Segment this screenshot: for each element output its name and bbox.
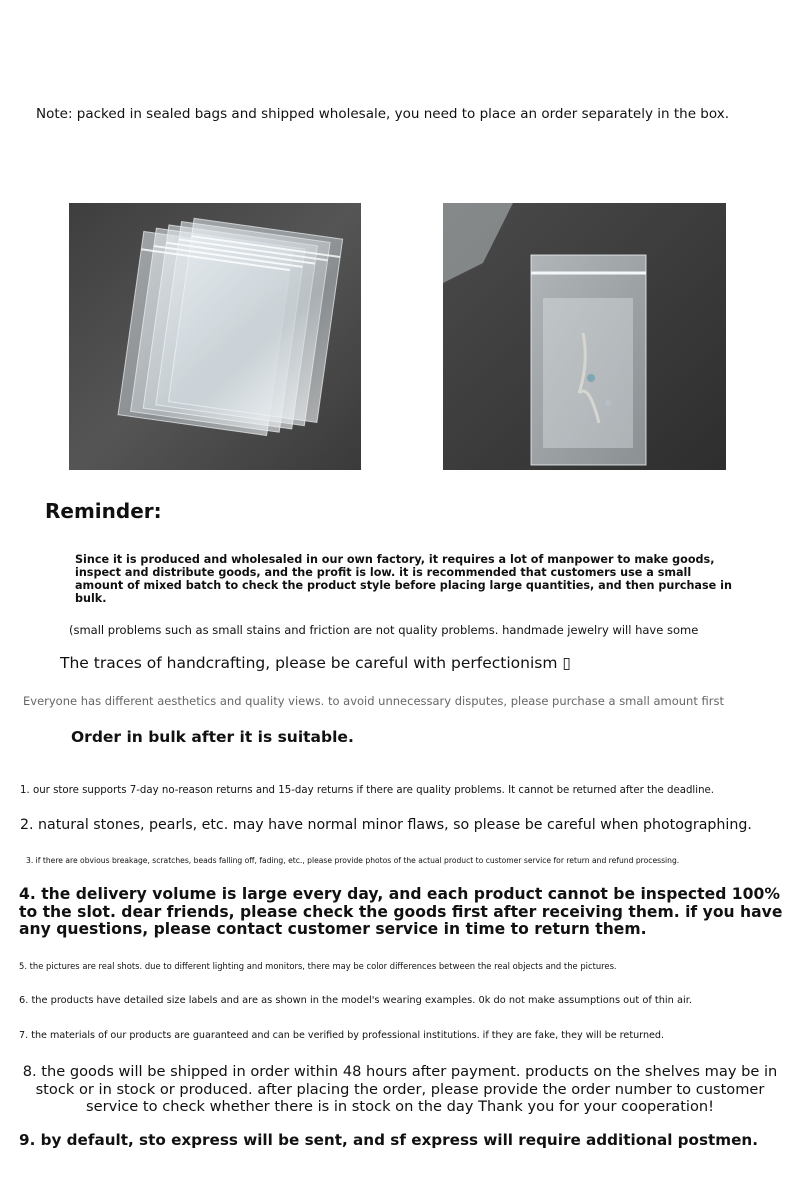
shipping-note: Note: packed in sealed bags and shipped wholesale, you need to place an order separately in the box.: [36, 106, 729, 122]
policy-item-2: 2. natural stones, pearls, etc. may have normal minor flaws, so please be careful when photographing.: [20, 817, 752, 833]
policy-item-4: 4. the delivery volume is large every day, and each product cannot be inspected 100% to the slot. dear friends, please check the goods first after receiving them. if you have any questions, please contact customer service in time to return them.: [19, 885, 783, 938]
policy-item-9: 9. by default, sto express will be sent, and sf express will require additional postmen.: [19, 1131, 758, 1149]
policy-item-5: 5. the pictures are real shots. due to different lighting and monitors, there may be color differences between the real objects and the pictures.: [19, 961, 617, 971]
sealed-jewelry-bag-photo: [443, 203, 726, 470]
policy-item-3: 3. if there are obvious breakage, scratches, beads falling off, fading, etc., please provide photos of the actual product to customer service for return and refund processing.: [26, 856, 680, 865]
empty-zip-bags-photo: [69, 203, 361, 470]
reminder-heading: Reminder:: [45, 499, 162, 523]
handcrafting-traces-text: The traces of handcrafting, please be careful with perfectionism ▯: [60, 654, 571, 672]
policy-item-6: 6. the products have detailed size labels and are as shown in the model's wearing examples. 0k do not make assumptions out of thin air.: [19, 995, 692, 1006]
policy-item-1: 1. our store supports 7-day no-reason returns and 15-day returns if there are quality problems. It cannot be returned after the deadline.: [20, 785, 715, 796]
aesthetics-disclaimer-text: Everyone has different aesthetics and quality views. to avoid unnecessary disputes, please purchase a small amount first: [23, 694, 724, 708]
order-in-bulk-text: Order in bulk after it is suitable.: [71, 728, 354, 746]
policy-item-8: 8. the goods will be shipped in order within 48 hours after payment. products on the shelves may be in stock or in stock or produced. after placing the order, please provide the order number to customer service to check whether there is in stock on the day Thank you for your cooperation!: [22, 1063, 778, 1115]
reminder-paragraph: Since it is produced and wholesaled in our own factory, it requires a lot of manpower to make goods, inspect and distribute goods, and the profit is low. it is recommended that customers use a small amount of mixed batch to check the product style before placing large quantities, and then purchase in bulk.: [75, 553, 732, 605]
policy-item-7: 7. the materials of our products are guaranteed and can be verified by professional institutions. if they are fake, they will be returned.: [19, 1030, 665, 1041]
small-problems-text: (small problems such as small stains and friction are not quality problems. handmade jewelry will have some: [69, 623, 699, 637]
